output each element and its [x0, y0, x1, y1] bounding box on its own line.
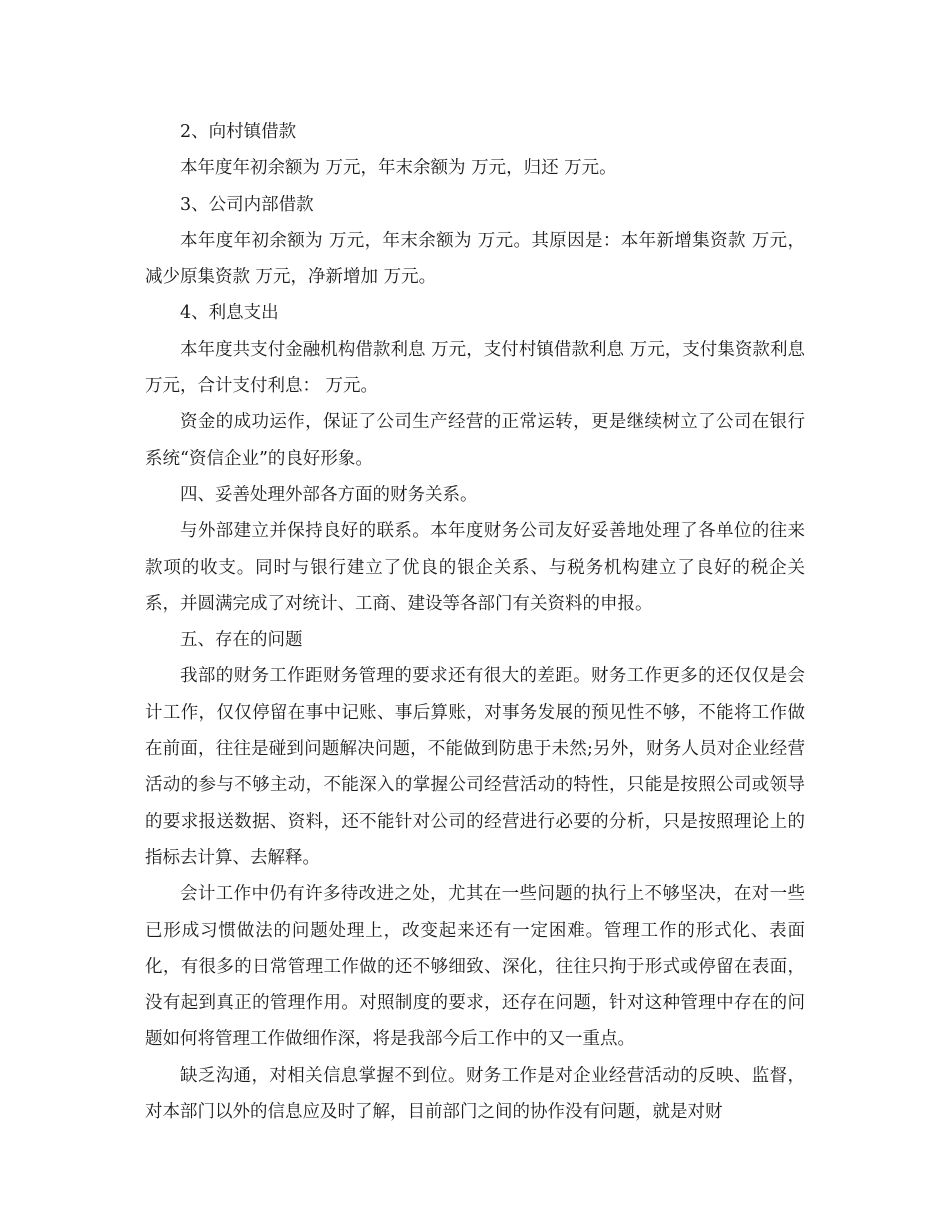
heading-village-loans: 2、向村镇借款 [180, 122, 297, 142]
paragraph-interest-expense: 本年度共支付金融机构借款利息 万元，支付村镇借款利息 万元，支付集资款利息 万元，合计支付利息： 万元。 [145, 339, 805, 397]
paragraph-problems-accounting: 会计工作中仍有许多待改进之处，尤其在一些问题的执行上不够坚决，在对一些已形成习惯做法的问题处理上，改变起来还有一定困难。管理工作的形式化、表面化，有很多的日常管理工作做的还不够细致、深化，往往只拘于形式或停留在表面，没有起到真正的管理作用。对照制度的要求，还存在问题，针对这种管理中存在的问题如何将管理工作做细作深，将是我部今后工作中的又一重点。 [145, 884, 805, 1050]
heading-existing-problems: 五、存在的问题 [180, 630, 303, 651]
heading-internal-loans: 3、公司内部借款 [180, 194, 314, 215]
paragraph-problems-communication: 缺乏沟通，对相关信息掌握不到位。财务工作是对企业经营活动的反映、监督，对本部门以外的信息应及时了解，目前部门之间的协作没有问题，就是对财 [145, 1065, 805, 1123]
paragraph-village-loans: 本年度年初余额为 万元，年末余额为 万元，归还 万元。 [180, 158, 617, 179]
heading-external-relations: 四、妥善处理外部各方面的财务关系。 [180, 484, 478, 505]
paragraph-fund-operation: 资金的成功运作，保证了公司生产经营的正常运转，更是继续树立了公司在银行系统“资信企业”的良好形象。 [145, 412, 805, 469]
document-body [145, 114, 805, 1130]
heading-interest-expense: 4、利息支出 [180, 303, 279, 324]
paragraph-external-relations: 与外部建立并保持良好的联系。本年度财务公司友好妥善地处理了各单位的往来款项的收支。同时与银行建立了优良的银企关系、与税务机构建立了良好的税企关系，并圆满完成了对统计、工商、建设等各部门有关资料的申报。 [145, 521, 805, 614]
paragraph-internal-loans: 本年度年初余额为 万元，年末余额为 万元。其原因是：本年新增集资款 万元，减少原集资款 万元，净新增加 万元。 [145, 230, 805, 288]
paragraph-problems-gap: 我部的财务工作距财务管理的要求还有很大的差距。财务工作更多的还仅仅是会计工作，仅仅停留在事中记账、事后算账，对事务发展的预见性不够，不能将工作做在前面，往往是碰到问题解决问题，不能做到防患于未然;另外，财务人员对企业经营活动的参与不够主动，不能深入的掌握公司经营活动的特性，只能是按照公司或领导的要求报送数据、资料，还不能针对公司的经营进行必要的分析，只是按照理论上的指标去计算、去解释。 [145, 666, 805, 868]
